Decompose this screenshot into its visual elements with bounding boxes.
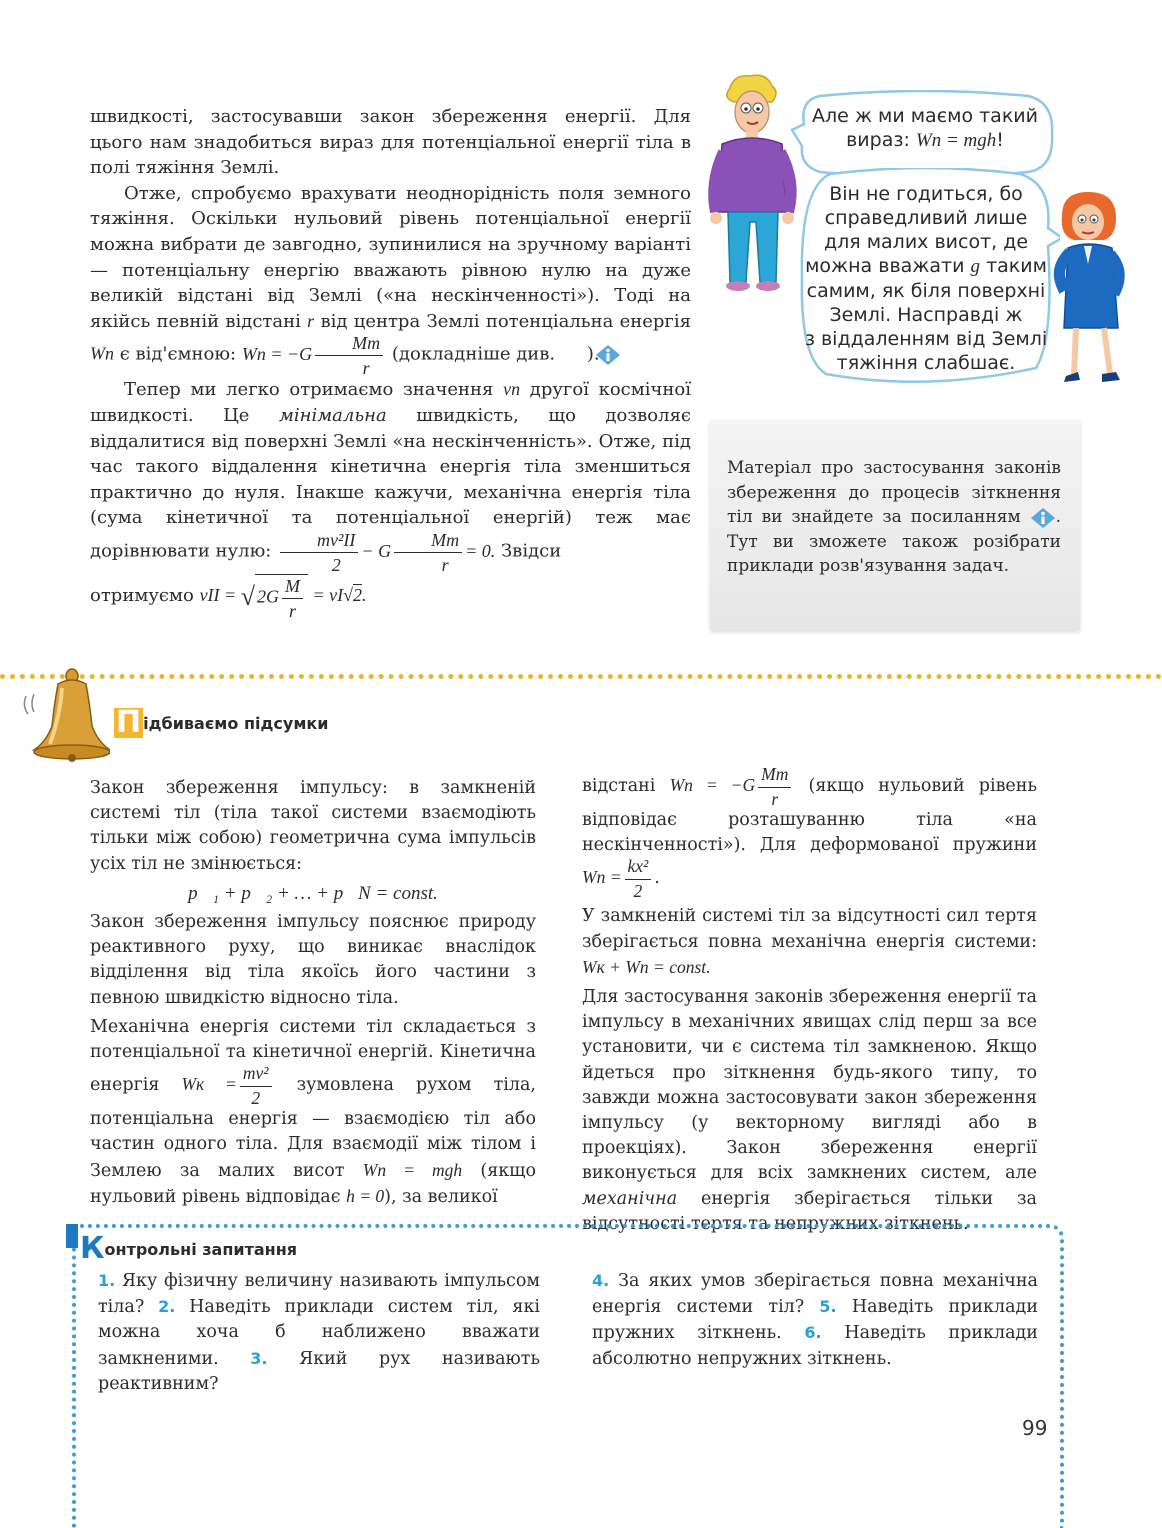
paragraph-1: швидкості, застосувавши закон збереження енергії. Для цього нам знадобиться вираз для потенціальної енергії тіла в полі тяжіння Землі. <box>90 106 691 179</box>
section-divider <box>0 674 1162 679</box>
info-icon[interactable] <box>561 344 587 366</box>
questions-right: 4. За яких умов зберігається повна механічна енергія системи тіл? 5. Наведіть приклади пружних зіткнень. 6. Наведіть приклади абсолютно непружних зіткнень. <box>592 1271 1038 1369</box>
formula-momentum: p⃗₁ + p⃗₂ + … + p⃗N = const. <box>188 882 438 904</box>
girl-illustration <box>1040 188 1158 388</box>
paragraph-4: отримуємо vII = √ 2G $\frac{M}{r}$ = vI√2. <box>90 575 367 621</box>
speech-bubble-boy-text: Але ж ми маємо такий вираз: Wп = mgh! <box>811 105 1039 151</box>
questions-title: Контрольні запитання <box>80 1231 298 1266</box>
paragraph-3: Тепер ми легко отримаємо значення vп другої космічної швидкості. Це мінімальна швидкість, що дозволяє віддалитися від поверхні Землі «на нескінченність». Отже, під час такого віддалення кінетична енергія тіла зменшиться практично до нуля. Інакше кажучи, механічна енергія тіла (сума кінетичної та потенціальної енергій) теж має дорівнювати нулю: $\frac{\text{mv²II}}{2}$ − G $\frac{Mm}{r}$ = 0. Звідси <box>90 379 692 575</box>
paragraph-2: Отже, спробуємо врахувати неоднорідність поля земного тяжіння. Оскільки нульовий рівень потенціальної енергії можна вибрати де завгодно, зупинилися на зручному варіанті — потенціальну енергію вважають рівною нулю на дуже великій відстані від Землі («на нескінченності»). Тоді на якійсь певній відстані r від центра Землі потенціальна енергія Wп є від'ємною: Wп = −G $\frac{Mm}{r}$ (докладніше див. ). <box>90 182 691 379</box>
formula-second-cosmic-speed: vII = √ 2G $\frac{M}{r}$ = vI√2. <box>199 575 367 621</box>
summary-left-column: Закон збереження імпульсу: в замкненій системі тіл (тіла такої системи взаємодіють тільки між собою) геометрична сума імпульсів усіх тіл не змінюється: p⃗₁ + p⃗₂ + … + p⃗N = const. Закон збереження імпульсу пояснює природу реактивного руху, що виникає внаслідок відділення від тіла якоїсь його частини з певною швидкістю відносно тіла. Механічна енергія системи тіл складається з потенціальної та кінетичної енергій. Кінетична енергія Wк = $\frac{\text{mv²}}{2}$ зумовлена рухом тіла, потенціальна енергія — взаємодією тіл або частин одного тіла. Для взаємодії між тілом і Землею за малих висот Wп = mgh (якщо нульовий рівень відповідає h = 0), за великої <box>90 778 536 1207</box>
intro-text <box>90 104 691 620</box>
summary-title: П ідбиваємо підсумки <box>116 705 329 740</box>
page-number: 99 <box>1022 1416 1048 1440</box>
note-card-text: Матеріал про застосування законів збереження до процесів зіткнення тіл ви знайдете за посиланням . Тут ви зможете також розібрати приклади розв'язування задач. <box>727 458 1062 577</box>
speech-bubble-girl-text: Він не годиться, бо справедливий лише для малих висот, де можна вважати g таким самим, як біля поверхні Землі. Насправді ж з віддаленням від Землі тяжіння слабшає. <box>804 183 1048 374</box>
bell-icon <box>20 666 110 764</box>
info-icon[interactable] <box>1030 507 1056 529</box>
summary-right-column: відстані Wп = −G $\frac{Mm}{r}$ (якщо нульовий рівень відповідає розташуванню тіла «на нескінченності»). Для деформованої пружини Wп = $\frac{\text{kx²}}{2}$ . У замкненій системі тіл за відсутності сил тертя зберігається повна механічна енергія системи: Wк + Wп = const. Для застосування законів збереження енергії та імпульсу в механічних явищах слід перш за все установити, чи є система тіл замкненою. Якщо йдеться про зіткнення будь-якого типу, то завжди можна застосовувати закон збереження імпульсу (у векторному вигляді або в проекціях). Закон збереження енергії виконується для всіх замкнених систем, але механічна енергія зберігається тільки за відсутності тертя та непружних зіткнень. <box>582 764 1037 1234</box>
formula-potential-energy: Wп = −G $\frac{Mm}{r}$ <box>242 344 386 364</box>
questions-corner-mark <box>66 1224 78 1248</box>
questions-left: 1. Яку фізичну величину називають імпульсом тіла? 2. Наведіть приклади систем тіл, які можна хоча б наближено вважати замкненими. 3. Який рух називають реактивним? <box>98 1271 540 1394</box>
formula-energy-zero: $\frac{\text{mv²II}}{2}$ − G $\frac{Mm}{r}$ = 0. <box>277 541 495 561</box>
